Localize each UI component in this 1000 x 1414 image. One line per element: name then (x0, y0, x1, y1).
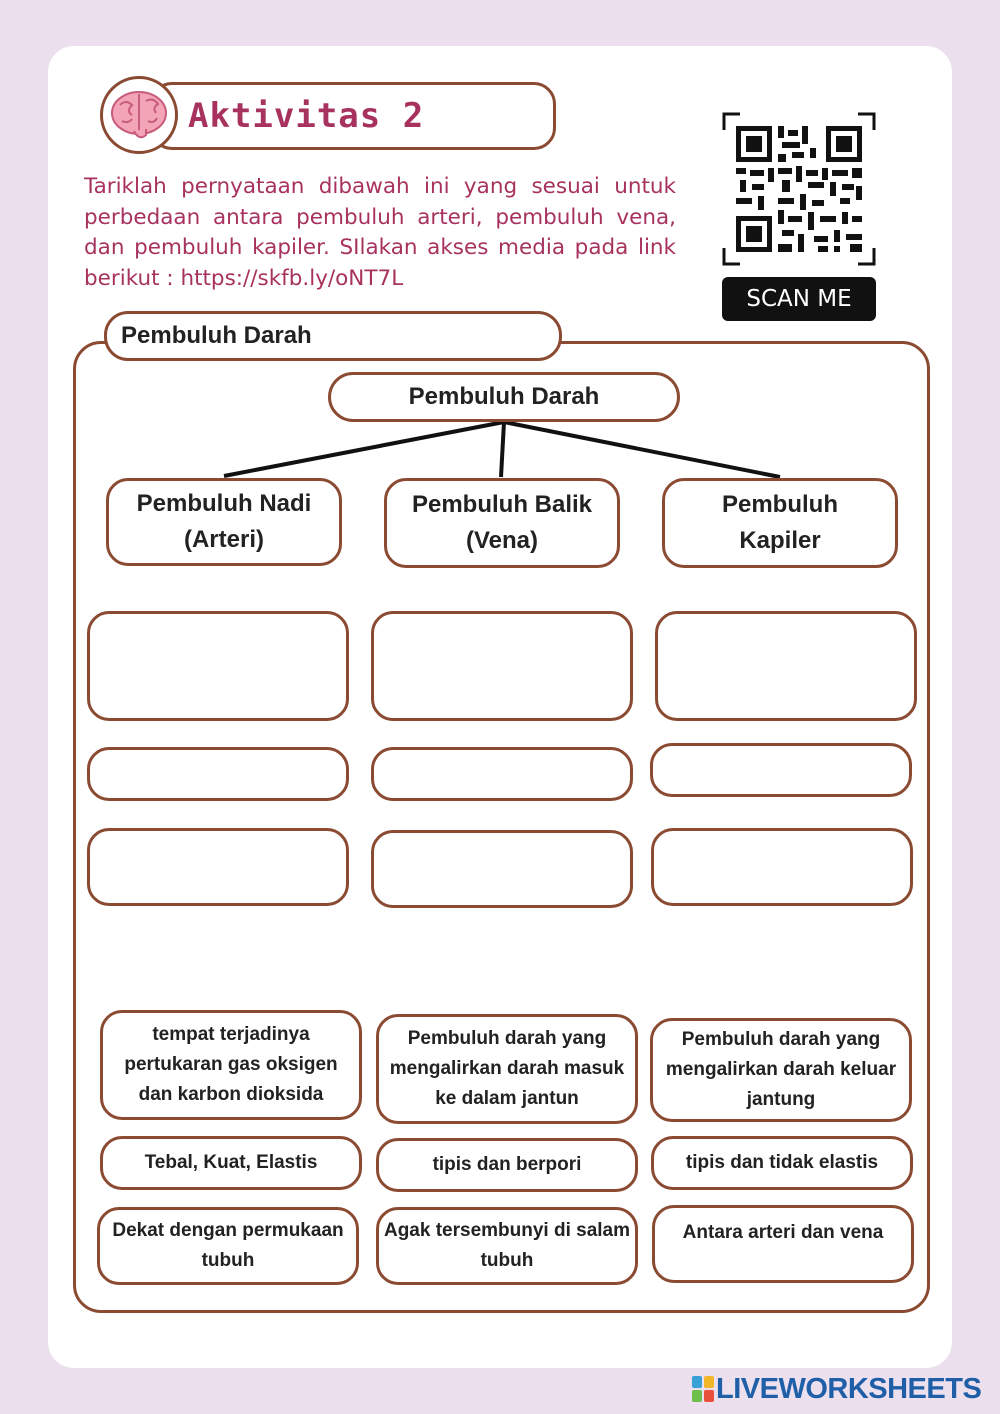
branch-kapiler-line2: Kapiler (739, 527, 821, 554)
branch-vena-line2: (Vena) (465, 527, 539, 554)
branch-header-kapiler (662, 478, 898, 568)
statement-card[interactable] (376, 1207, 638, 1285)
statement-card[interactable] (376, 1138, 638, 1192)
branch-header-arteri (106, 478, 342, 566)
statement-card-text: Pembuluh darah yang mengalirkan darah masuk ke dalam jantun (389, 1028, 625, 1109)
statement-card-text: tipis dan berpori (432, 1154, 582, 1175)
section-title: Pembuluh Darah (104, 311, 562, 361)
branch-arteri-line2: (Arteri) (183, 526, 264, 553)
branch-header-vena (384, 478, 620, 568)
drop-zone[interactable] (371, 830, 633, 908)
brain-icon (108, 87, 170, 143)
statement-card-text: Agak tersembunyi di salam tubuh (383, 1220, 631, 1271)
activity-icon-circle (100, 76, 178, 154)
tree-root-label: Pembuluh Darah (408, 383, 600, 410)
drop-zone[interactable] (371, 611, 633, 721)
branch-vena-line1: Pembuluh Balik (411, 491, 593, 518)
statement-card-text: tempat terjadinya pertukaran gas oksigen dan karbon dioksida (124, 1024, 338, 1105)
statement-card[interactable] (100, 1010, 362, 1120)
statement-card-text: tipis dan tidak elastis (685, 1152, 879, 1173)
statement-card[interactable] (376, 1014, 638, 1124)
drop-zone[interactable] (655, 611, 917, 721)
qr-code[interactable] (722, 112, 876, 266)
drop-zone[interactable] (87, 611, 349, 721)
drop-zone[interactable] (87, 828, 349, 906)
statement-card[interactable] (100, 1136, 362, 1190)
liveworksheets-logo[interactable] (692, 1374, 981, 1404)
scan-me-label: SCAN ME (722, 277, 876, 321)
drop-zone[interactable] (651, 828, 913, 906)
liveworksheets-brand: LIVEWORKSHEETS (716, 1372, 982, 1405)
statement-card[interactable] (651, 1136, 913, 1190)
statement-card-text: Tebal, Kuat, Elastis (144, 1152, 318, 1173)
statement-card-text: Antara arteri dan vena (682, 1222, 884, 1243)
statement-card[interactable] (652, 1205, 914, 1283)
tree-root-node (328, 372, 680, 422)
instruction-text: Tariklah pernyataan dibawah ini yang sesuai untuk perbedaan antara pembuluh arteri, pembuluh vena, dan pembuluh kapiler. SIlakan akses media pada link berikut : https://skfb.ly/oNT7L (84, 174, 676, 291)
statement-card-text: Pembuluh darah yang mengalirkan darah keluar jantung (665, 1029, 897, 1110)
statement-card[interactable] (650, 1018, 912, 1122)
drop-zone[interactable] (87, 747, 349, 801)
drop-zone[interactable] (371, 747, 633, 801)
statement-card-text: Dekat dengan permukaan tubuh (112, 1220, 344, 1271)
branch-kapiler-line1: Pembuluh (721, 491, 838, 518)
liveworksheets-logo-icon (692, 1376, 714, 1402)
branch-arteri-line1: Pembuluh Nadi (136, 490, 312, 517)
activity-title: Aktivitas 2 (188, 96, 425, 136)
drop-zone[interactable] (650, 743, 912, 797)
statement-card[interactable] (97, 1207, 359, 1285)
